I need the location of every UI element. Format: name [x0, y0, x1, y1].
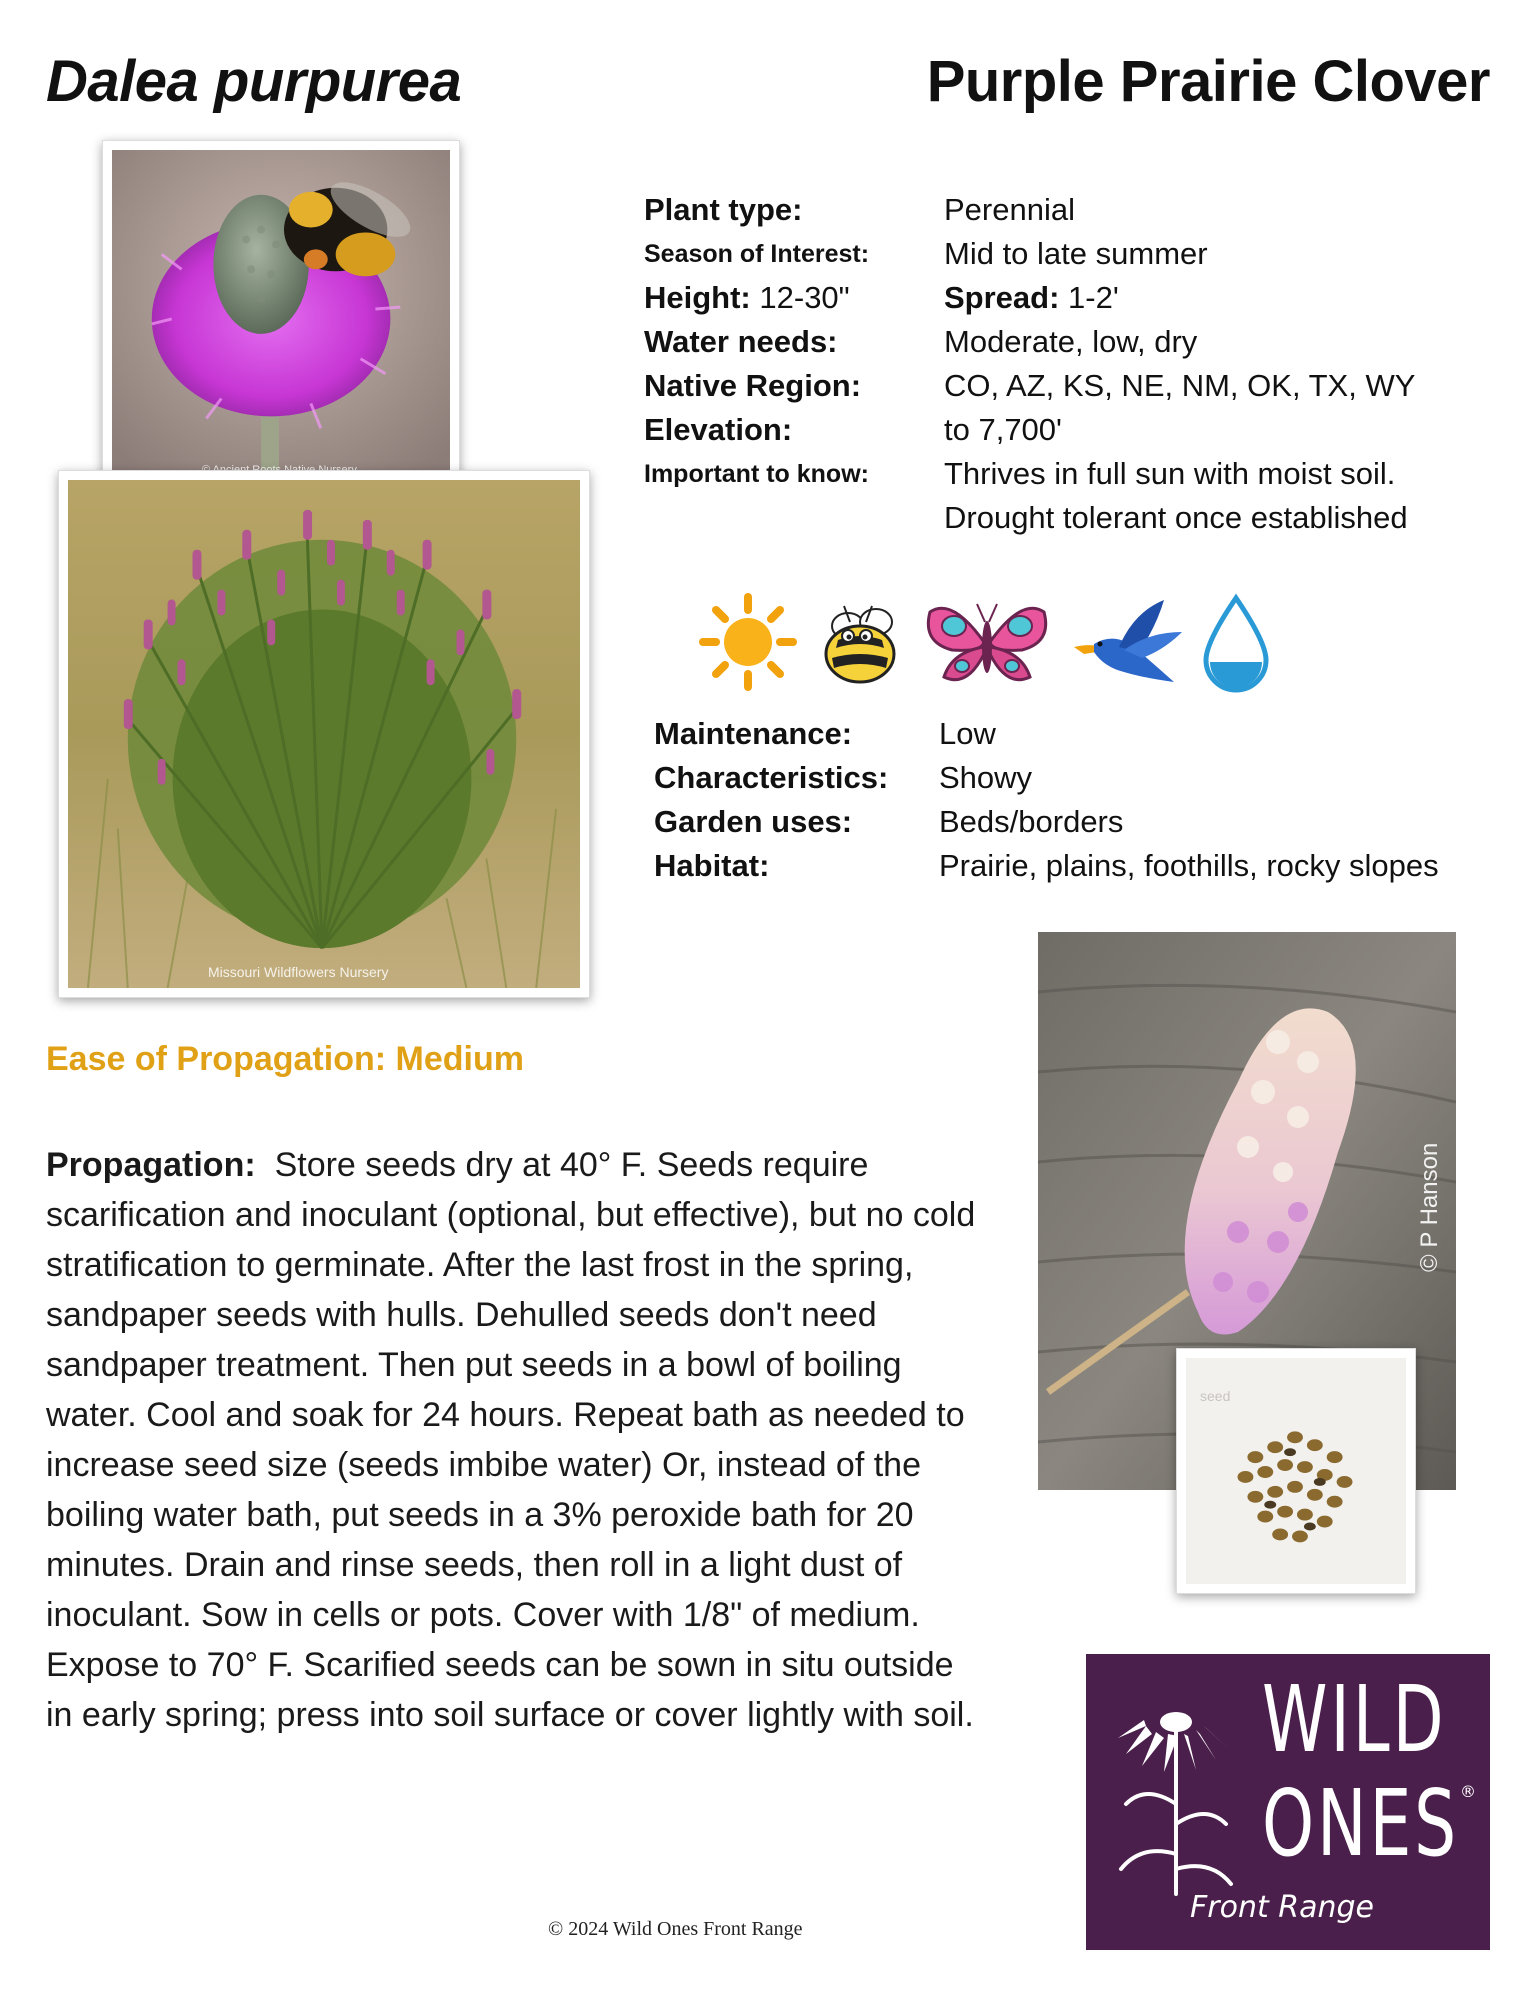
water-value: Moderate, low, dry — [944, 324, 1198, 359]
wild-ones-logo — [1086, 1654, 1490, 1950]
sun-icon — [698, 587, 798, 697]
maintenance-value: Low — [939, 716, 996, 751]
height-spread-row — [644, 276, 1532, 320]
plant-info-table — [644, 188, 1504, 548]
propagation-body: Store seeds dry at 40° F. Seeds require scarification and inoculant (optional, but effective), but no cold stratification to germinate. After the last frost in the spring, sandpaper seeds with hulls. Dehulled seeds don't need sandpaper treatment. Then put seeds in a bowl of boiling water. Cool and soak for 24 hours. Repeat bath as needed to increase seed size (seeds imbibe water) Or, instead of the boiling water bath, put seeds in a 3% peroxide bath for 20 minutes. Drain and rinse seeds, then roll in a light dust of inoculant. Sow in cells or pots. Cover with 1/8" of medium. Expose to 70° F. Scarified seeds can be sown in situ outside in early spring; press into soil surface or cover lightly with soil. — [46, 1146, 976, 1734]
plant-photo — [58, 470, 590, 998]
elevation-label: Elevation: — [644, 412, 793, 447]
maintenance-row — [654, 712, 1532, 756]
region-label: Native Region: — [644, 368, 862, 403]
propagation-label: Propagation: — [46, 1146, 256, 1184]
important-label: Important to know: — [644, 460, 869, 488]
water-row — [644, 320, 1532, 364]
attribute-icons — [698, 582, 1276, 702]
characteristics-label: Characteristics: — [654, 760, 889, 795]
important-value-1: Thrives in full sun with moist soil. — [944, 456, 1396, 491]
garden-uses-label: Garden uses: — [654, 804, 853, 839]
important-row — [644, 452, 1532, 496]
season-label: Season of Interest: — [644, 240, 870, 268]
water-drop-icon — [1196, 587, 1276, 697]
important-row-2 — [644, 496, 1532, 540]
butterfly-icon — [922, 587, 1052, 697]
logo-word-ones: ONES — [1262, 1770, 1460, 1877]
seed-photo — [1176, 1348, 1416, 1594]
spread-value: 1-2' — [1068, 280, 1119, 315]
spread-label: Spread: — [944, 280, 1060, 315]
bird-icon — [1064, 587, 1184, 697]
garden-uses-value: Beds/borders — [939, 804, 1124, 839]
latin-name-title: Dalea purpurea — [46, 49, 462, 114]
maintenance-label: Maintenance: — [654, 716, 853, 751]
height-label: Height: — [644, 280, 751, 315]
water-label: Water needs: — [644, 324, 838, 359]
habitat-value: Prairie, plains, foothills, rocky slopes — [939, 848, 1439, 883]
season-value: Mid to late summer — [944, 236, 1208, 271]
characteristics-value: Showy — [939, 760, 1033, 795]
ease-of-propagation: Ease of Propagation: Medium — [46, 1040, 524, 1078]
season-row — [644, 232, 1532, 276]
characteristics-row — [654, 756, 1532, 800]
plant-image — [68, 480, 580, 988]
propagation-text — [46, 1140, 986, 1740]
plant-type-label: Plant type: — [644, 192, 803, 227]
region-value: CO, AZ, KS, NE, NM, OK, TX, WY — [944, 368, 1416, 403]
common-name-title: Purple Prairie Clover — [926, 49, 1490, 114]
seed-label: seed — [1200, 1388, 1231, 1404]
flower-bee-photo — [102, 140, 460, 494]
height-value: 12-30" — [759, 280, 850, 315]
spike-photo-credit: © P Hanson — [1416, 1142, 1443, 1272]
flower-bee-image — [112, 150, 450, 484]
elevation-row — [644, 408, 1532, 452]
garden-uses-row — [654, 800, 1532, 844]
logo-front-range: Front Range — [1190, 1890, 1374, 1925]
plant-photo-credit: Missouri Wildflowers Nursery — [208, 964, 389, 980]
habitat-label: Habitat: — [654, 848, 770, 883]
logo-word-wild: WILD — [1262, 1666, 1447, 1773]
logo-registered-mark: ® — [1460, 1782, 1476, 1801]
copyright-footer: © 2024 Wild Ones Front Range — [548, 1918, 803, 1940]
plant-type-value: Perennial — [944, 192, 1075, 227]
habitat-row — [654, 844, 1532, 888]
important-value-2: Drought tolerant once established — [944, 500, 1408, 535]
region-row — [644, 364, 1532, 408]
plant-details-table — [654, 712, 1504, 892]
elevation-value: to 7,700' — [944, 412, 1062, 447]
plant-type-row — [644, 188, 1532, 232]
bee-icon — [810, 587, 910, 697]
